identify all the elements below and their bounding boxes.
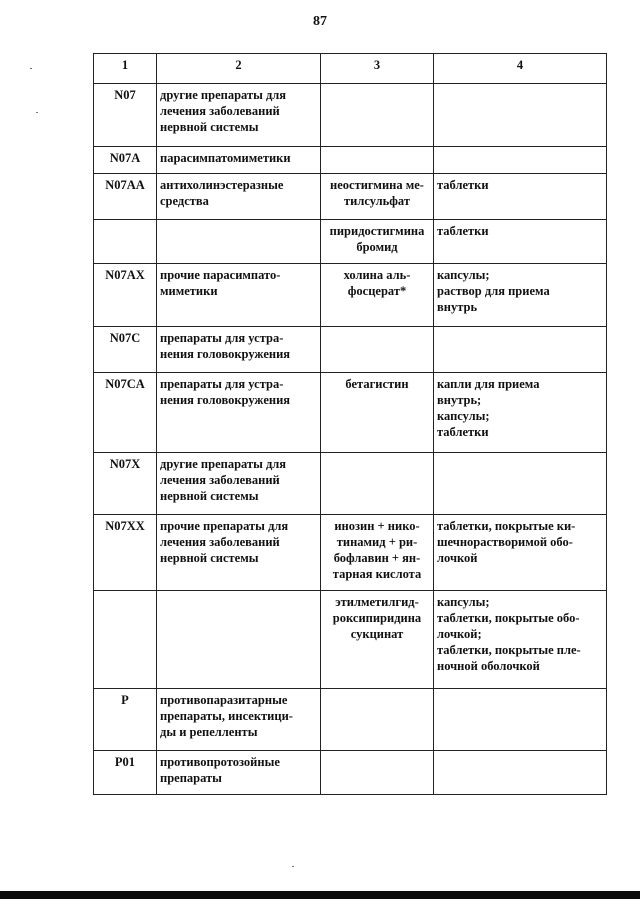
atc-code xyxy=(94,220,157,264)
substance-name: пиридостигмина бромид xyxy=(321,220,434,264)
table-row xyxy=(94,84,607,147)
dosage-form: капли для приема внутрь; капсулы; таблетки xyxy=(434,373,607,453)
table-row xyxy=(94,453,607,515)
table-row xyxy=(94,591,607,689)
table-row xyxy=(94,327,607,373)
drug-table xyxy=(93,53,607,795)
atc-code: N07X xyxy=(94,453,157,515)
column-header: 3 xyxy=(321,54,434,84)
group-name: другие препараты для лечения заболеваний нервной системы xyxy=(157,84,321,147)
dosage-form xyxy=(434,751,607,795)
dosage-form xyxy=(434,453,607,515)
group-name: парасимпатомиметики xyxy=(157,147,321,174)
group-name: противопаразитарные препараты, инсектици- ды и репелленты xyxy=(157,689,321,751)
bottom-scan-bar xyxy=(0,891,640,899)
group-name: препараты для устра- нения головокружения xyxy=(157,373,321,453)
column-header: 2 xyxy=(157,54,321,84)
dosage-form: капсулы; таблетки, покрытые обо- лочкой; таблетки, покрытые пле- ночной оболочкой xyxy=(434,591,607,689)
substance-name: бетагистин xyxy=(321,373,434,453)
substance-name xyxy=(321,147,434,174)
atc-code: P01 xyxy=(94,751,157,795)
atc-code: N07A xyxy=(94,147,157,174)
table-row xyxy=(94,174,607,220)
scan-speck xyxy=(292,866,294,867)
substance-name: инозин + нико- тинамид + ри- бофлавин + ян- тарная кислота xyxy=(321,515,434,591)
group-name: препараты для устра- нения головокружения xyxy=(157,327,321,373)
dosage-form xyxy=(434,327,607,373)
atc-code xyxy=(94,591,157,689)
column-header: 1 xyxy=(94,54,157,84)
scan-speck xyxy=(36,112,38,113)
dosage-form xyxy=(434,147,607,174)
atc-code: N07C xyxy=(94,327,157,373)
group-name xyxy=(157,591,321,689)
table-row xyxy=(94,264,607,327)
atc-code: N07 xyxy=(94,84,157,147)
table-row xyxy=(94,220,607,264)
substance-name: холина аль- фосцерат* xyxy=(321,264,434,327)
table-header-row xyxy=(94,54,607,84)
atc-code: N07AX xyxy=(94,264,157,327)
substance-name xyxy=(321,453,434,515)
group-name: прочие парасимпато- миметики xyxy=(157,264,321,327)
group-name: противопротозойные препараты xyxy=(157,751,321,795)
table-row xyxy=(94,373,607,453)
page-number: 87 xyxy=(313,14,327,29)
table-row xyxy=(94,689,607,751)
atc-code: P xyxy=(94,689,157,751)
group-name: антихолинэстеразные средства xyxy=(157,174,321,220)
table-row xyxy=(94,515,607,591)
group-name: другие препараты для лечения заболеваний нервной системы xyxy=(157,453,321,515)
dosage-form: капсулы; раствор для приема внутрь xyxy=(434,264,607,327)
table-row xyxy=(94,751,607,795)
substance-name xyxy=(321,327,434,373)
column-header: 4 xyxy=(434,54,607,84)
dosage-form: таблетки xyxy=(434,220,607,264)
substance-name xyxy=(321,84,434,147)
dosage-form: таблетки xyxy=(434,174,607,220)
substance-name: этилметилгид- роксипиридина сукцинат xyxy=(321,591,434,689)
substance-name xyxy=(321,751,434,795)
atc-code: N07XX xyxy=(94,515,157,591)
dosage-form: таблетки, покрытые ки- шечнорастворимой обо- лочкой xyxy=(434,515,607,591)
group-name xyxy=(157,220,321,264)
substance-name xyxy=(321,689,434,751)
dosage-form xyxy=(434,689,607,751)
group-name: прочие препараты для лечения заболеваний нервной системы xyxy=(157,515,321,591)
atc-code: N07CA xyxy=(94,373,157,453)
scan-speck xyxy=(30,68,32,69)
atc-code: N07AA xyxy=(94,174,157,220)
substance-name: неостигмина ме- тилсульфат xyxy=(321,174,434,220)
table-row xyxy=(94,147,607,174)
dosage-form xyxy=(434,84,607,147)
